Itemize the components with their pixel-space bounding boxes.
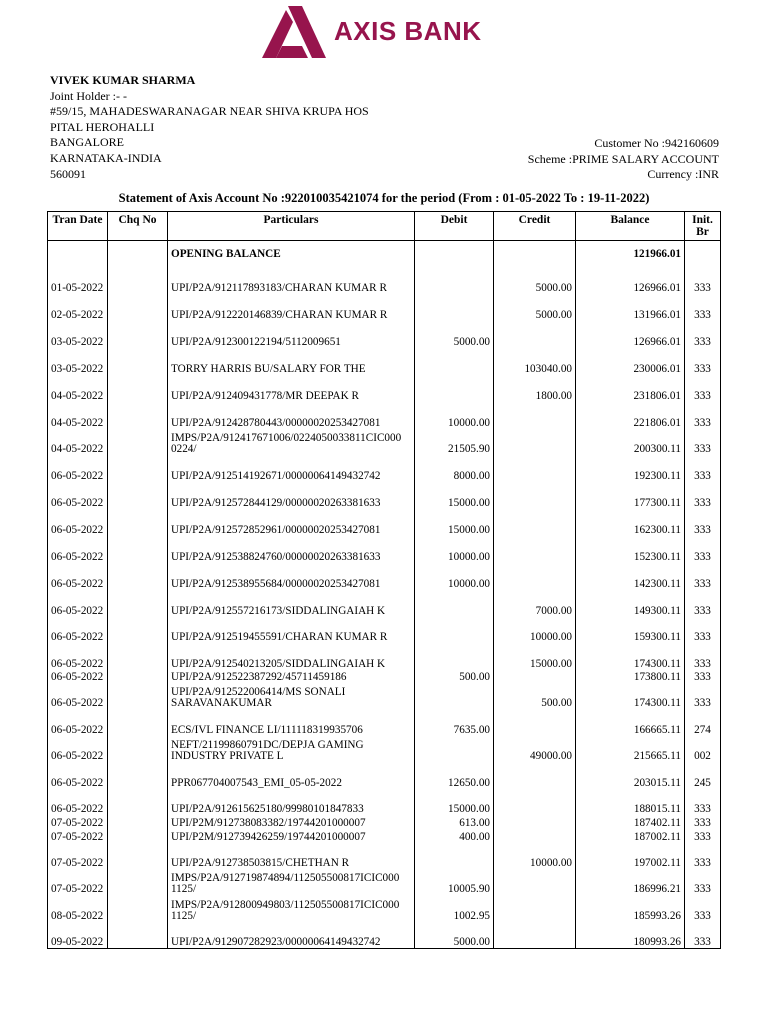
header-credit: Credit [494, 212, 576, 241]
balance: 221806.01 [576, 402, 685, 429]
particulars: UPI/P2A/912557216173/SIDDALINGAIAH K [168, 590, 415, 617]
opening-balance-row [48, 241, 721, 268]
tran-date: 09-05-2022 [48, 922, 108, 949]
particulars: UPI/P2A/912409431778/MR DEEPAK R [168, 375, 415, 402]
init-br: 333 [685, 321, 721, 348]
header-balance: Balance [576, 212, 685, 241]
customer-number: Customer No :942160609 [594, 136, 719, 150]
tran-date: 07-05-2022 [48, 869, 108, 895]
tran-date: 04-05-2022 [48, 429, 108, 455]
chq-no [108, 762, 168, 789]
table-row [48, 509, 721, 536]
tran-date: 03-05-2022 [48, 321, 108, 348]
customer-address [50, 73, 369, 182]
debit: 15000.00 [415, 509, 494, 536]
chq-no [108, 268, 168, 294]
balance: 152300.11 [576, 536, 685, 563]
tran-date: 01-05-2022 [48, 268, 108, 294]
statement-title: Statement of Axis Account No :922010035421074 for the period (From : 01-05-2022 To : 19-11-2022) [118, 191, 650, 205]
init-br: 333 [685, 895, 721, 922]
balance: 187402.11 [576, 815, 685, 829]
init-br: 333 [685, 482, 721, 509]
table-row [48, 815, 721, 829]
particulars: UPI/P2A/912538955684/00000020253427081 [168, 563, 415, 590]
debit [415, 643, 494, 670]
debit [415, 294, 494, 321]
credit: 103040.00 [494, 348, 576, 375]
init-br: 333 [685, 294, 721, 321]
particulars: UPI/P2M/912739426259/19744201000007 [168, 829, 415, 843]
tran-date: 03-05-2022 [48, 348, 108, 375]
balance: 231806.01 [576, 375, 685, 402]
credit [494, 482, 576, 509]
chq-no [108, 643, 168, 670]
tran-date: 06-05-2022 [48, 509, 108, 536]
credit [494, 670, 576, 683]
debit: 1002.95 [415, 895, 494, 922]
chq-no [108, 455, 168, 482]
particulars: UPI/P2A/912522006414/MS SONALI SARAVANAKUMAR [168, 683, 415, 709]
tran-date: 07-05-2022 [48, 815, 108, 829]
particulars: UPI/P2A/912538824760/00000020263381633 [168, 536, 415, 563]
particulars: UPI/P2A/912428780443/00000020253427081 [168, 402, 415, 429]
particulars: IMPS/P2A/912719874894/112505500817ICIC000 1125/ [168, 869, 415, 895]
init-br: 333 [685, 563, 721, 590]
tran-date: 06-05-2022 [48, 789, 108, 815]
balance: 197002.11 [576, 843, 685, 869]
credit: 10000.00 [494, 617, 576, 643]
credit [494, 402, 576, 429]
tran-date: 06-05-2022 [48, 762, 108, 789]
debit [415, 590, 494, 617]
debit [415, 736, 494, 762]
address-line: KARNATAKA-INDIA [50, 150, 162, 165]
balance: 166665.11 [576, 709, 685, 736]
table-header [48, 212, 721, 241]
table-row [48, 321, 721, 348]
particulars: UPI/P2A/912300122194/5112009651 [168, 321, 415, 348]
tran-date: 07-05-2022 [48, 829, 108, 843]
credit [494, 829, 576, 843]
debit: 10005.90 [415, 869, 494, 895]
particulars: UPI/P2M/912738083382/19744201000007 [168, 815, 415, 829]
balance: 126966.01 [576, 321, 685, 348]
particulars: UPI/P2A/912615625180/99980101847833 [168, 789, 415, 815]
particulars: UPI/P2A/912907282923/00000064149432742 [168, 922, 415, 949]
particulars: UPI/P2A/912514192671/00000064149432742 [168, 455, 415, 482]
credit [494, 762, 576, 789]
credit: 15000.00 [494, 643, 576, 670]
debit [415, 268, 494, 294]
table-row [48, 294, 721, 321]
chq-no [108, 869, 168, 895]
table-row [48, 375, 721, 402]
chq-no [108, 895, 168, 922]
init-br: 333 [685, 375, 721, 402]
balance: 126966.01 [576, 268, 685, 294]
init-br: 333 [685, 509, 721, 536]
init-br: 333 [685, 268, 721, 294]
init-br: 333 [685, 789, 721, 815]
debit: 15000.00 [415, 789, 494, 815]
tran-date: 06-05-2022 [48, 643, 108, 670]
credit [494, 563, 576, 590]
tran-date: 07-05-2022 [48, 843, 108, 869]
balance: 159300.11 [576, 617, 685, 643]
chq-no [108, 563, 168, 590]
credit [494, 789, 576, 815]
init-br: 333 [685, 455, 721, 482]
customer-name: VIVEK KUMAR SHARMA [50, 73, 196, 87]
credit [494, 509, 576, 536]
table-row [48, 429, 721, 455]
credit: 500.00 [494, 683, 576, 709]
credit [494, 815, 576, 829]
init-br: 333 [685, 348, 721, 375]
particulars: UPI/P2A/912572844129/00000020263381633 [168, 482, 415, 509]
chq-no [108, 482, 168, 509]
init-br: 333 [685, 683, 721, 709]
init-br: 333 [685, 670, 721, 683]
address-line: PITAL HEROHALLI [50, 119, 155, 134]
bank-name: AXIS BANK [334, 16, 482, 46]
tran-date: 06-05-2022 [48, 736, 108, 762]
particulars: UPI/P2A/912117893183/CHARAN KUMAR R [168, 268, 415, 294]
table-row [48, 563, 721, 590]
balance: 192300.11 [576, 455, 685, 482]
chq-no [108, 294, 168, 321]
balance: 215665.11 [576, 736, 685, 762]
tran-date: 06-05-2022 [48, 683, 108, 709]
debit: 12650.00 [415, 762, 494, 789]
debit: 613.00 [415, 815, 494, 829]
tran-date: 04-05-2022 [48, 375, 108, 402]
table-row [48, 482, 721, 509]
chq-no [108, 789, 168, 815]
table-row [48, 455, 721, 482]
particulars: UPI/P2A/912540213205/SIDDALINGAIAH K [168, 643, 415, 670]
table-row [48, 762, 721, 789]
debit: 400.00 [415, 829, 494, 843]
balance: 185993.26 [576, 895, 685, 922]
tran-date: 06-05-2022 [48, 617, 108, 643]
debit [415, 683, 494, 709]
credit [494, 455, 576, 482]
credit: 7000.00 [494, 590, 576, 617]
debit [415, 617, 494, 643]
particulars: TORRY HARRIS BU/SALARY FOR THE [168, 348, 415, 375]
table-row [48, 789, 721, 815]
address-line: 560091 [50, 166, 86, 181]
transactions-table [47, 211, 721, 949]
tran-date: 06-05-2022 [48, 670, 108, 683]
chq-no [108, 509, 168, 536]
chq-no [108, 429, 168, 455]
credit [494, 869, 576, 895]
debit: 5000.00 [415, 922, 494, 949]
particulars: UPI/P2A/912220146839/CHARAN KUMAR R [168, 294, 415, 321]
chq-no [108, 321, 168, 348]
debit: 21505.90 [415, 429, 494, 455]
table-row [48, 869, 721, 895]
init-br: 333 [685, 829, 721, 843]
balance: 200300.11 [576, 429, 685, 455]
particulars: IMPS/P2A/912800949803/112505500817ICIC000 1125/ [168, 895, 415, 922]
currency: Currency :INR [647, 167, 719, 182]
chq-no [108, 536, 168, 563]
credit [494, 321, 576, 348]
init-br: 333 [685, 922, 721, 949]
particulars: PPR067704007543_EMI_05-05-2022 [168, 762, 415, 789]
particulars: NEFT/21199860791DC/DEPJA GAMING INDUSTRY PRIVATE L [168, 736, 415, 762]
balance: 186996.21 [576, 869, 685, 895]
scheme: Scheme :PRIME SALARY ACCOUNT [527, 151, 719, 166]
balance: 174300.11 [576, 683, 685, 709]
debit: 5000.00 [415, 321, 494, 348]
credit: 10000.00 [494, 843, 576, 869]
init-br: 002 [685, 736, 721, 762]
table-row [48, 922, 721, 949]
table-row [48, 643, 721, 670]
address-line: BANGALORE [50, 135, 124, 150]
chq-no [108, 829, 168, 843]
table-row [48, 402, 721, 429]
init-br: 333 [685, 843, 721, 869]
debit: 500.00 [415, 670, 494, 683]
balance: 149300.11 [576, 590, 685, 617]
init-br: 333 [685, 402, 721, 429]
table-row [48, 617, 721, 643]
tran-date: 06-05-2022 [48, 482, 108, 509]
debit: 7635.00 [415, 709, 494, 736]
balance: 131966.01 [576, 294, 685, 321]
init-br: 333 [685, 429, 721, 455]
header-tran-date: Tran Date [48, 212, 108, 241]
balance: 142300.11 [576, 563, 685, 590]
tran-date: 02-05-2022 [48, 294, 108, 321]
init-br: 333 [685, 617, 721, 643]
chq-no [108, 683, 168, 709]
init-br: 274 [685, 709, 721, 736]
table-row [48, 670, 721, 683]
init-br: 333 [685, 536, 721, 563]
credit: 1800.00 [494, 375, 576, 402]
particulars: UPI/P2A/912738503815/CHETHAN R [168, 843, 415, 869]
table-row [48, 536, 721, 563]
balance: 203015.11 [576, 762, 685, 789]
chq-no [108, 617, 168, 643]
table-row [48, 590, 721, 617]
init-br: 333 [685, 815, 721, 829]
debit: 10000.00 [415, 563, 494, 590]
bank-logo [260, 6, 490, 58]
table-row [48, 709, 721, 736]
chq-no [108, 670, 168, 683]
debit: 10000.00 [415, 402, 494, 429]
balance: 180993.26 [576, 922, 685, 949]
credit: 49000.00 [494, 736, 576, 762]
header-init-br: Init. Br [685, 212, 721, 241]
balance: 187002.11 [576, 829, 685, 843]
init-br: 333 [685, 869, 721, 895]
debit [415, 375, 494, 402]
header-debit: Debit [415, 212, 494, 241]
tran-date: 06-05-2022 [48, 709, 108, 736]
chq-no [108, 402, 168, 429]
chq-no [108, 709, 168, 736]
chq-no [108, 375, 168, 402]
address-line: #59/15, MAHADESWARANAGAR NEAR SHIVA KRUPA HOS [50, 104, 369, 119]
balance: 162300.11 [576, 509, 685, 536]
debit: 10000.00 [415, 536, 494, 563]
debit [415, 348, 494, 375]
tran-date: 06-05-2022 [48, 563, 108, 590]
debit: 15000.00 [415, 482, 494, 509]
credit [494, 709, 576, 736]
tran-date: 06-05-2022 [48, 590, 108, 617]
balance: 177300.11 [576, 482, 685, 509]
table-row [48, 268, 721, 294]
init-br: 333 [685, 643, 721, 670]
credit [494, 922, 576, 949]
header-chq-no: Chq No [108, 212, 168, 241]
tran-date: 06-05-2022 [48, 536, 108, 563]
header-particulars: Particulars [168, 212, 415, 241]
particulars: UPI/P2A/912572852961/00000020253427081 [168, 509, 415, 536]
particulars: UPI/P2A/912522387292/45711459186 [168, 670, 415, 683]
particulars: UPI/P2A/912519455591/CHARAN KUMAR R [168, 617, 415, 643]
chq-no [108, 815, 168, 829]
credit [494, 536, 576, 563]
table-row [48, 683, 721, 709]
tran-date: 08-05-2022 [48, 895, 108, 922]
credit [494, 895, 576, 922]
chq-no [108, 348, 168, 375]
init-br: 245 [685, 762, 721, 789]
credit: 5000.00 [494, 294, 576, 321]
debit: 8000.00 [415, 455, 494, 482]
chq-no [108, 922, 168, 949]
chq-no [108, 590, 168, 617]
balance: 173800.11 [576, 670, 685, 683]
credit [494, 429, 576, 455]
opening-balance: 121966.01 [576, 241, 685, 268]
opening-label: OPENING BALANCE [168, 241, 415, 268]
tran-date: 04-05-2022 [48, 402, 108, 429]
chq-no [108, 736, 168, 762]
tran-date: 06-05-2022 [48, 455, 108, 482]
table-row [48, 829, 721, 843]
table-row [48, 895, 721, 922]
joint-holder: Joint Holder :- - [50, 88, 127, 103]
credit: 5000.00 [494, 268, 576, 294]
particulars: ECS/IVL FINANCE LI/111118319935706 [168, 709, 415, 736]
chq-no [108, 843, 168, 869]
init-br: 333 [685, 590, 721, 617]
particulars: IMPS/P2A/912417671006/0224050033811CIC000 0224/ [168, 429, 415, 455]
balance: 230006.01 [576, 348, 685, 375]
account-info [528, 136, 719, 183]
balance: 174300.11 [576, 643, 685, 670]
axis-logo-icon [260, 6, 330, 58]
table-row [48, 348, 721, 375]
balance: 188015.11 [576, 789, 685, 815]
table-row [48, 843, 721, 869]
debit [415, 843, 494, 869]
table-row [48, 736, 721, 762]
